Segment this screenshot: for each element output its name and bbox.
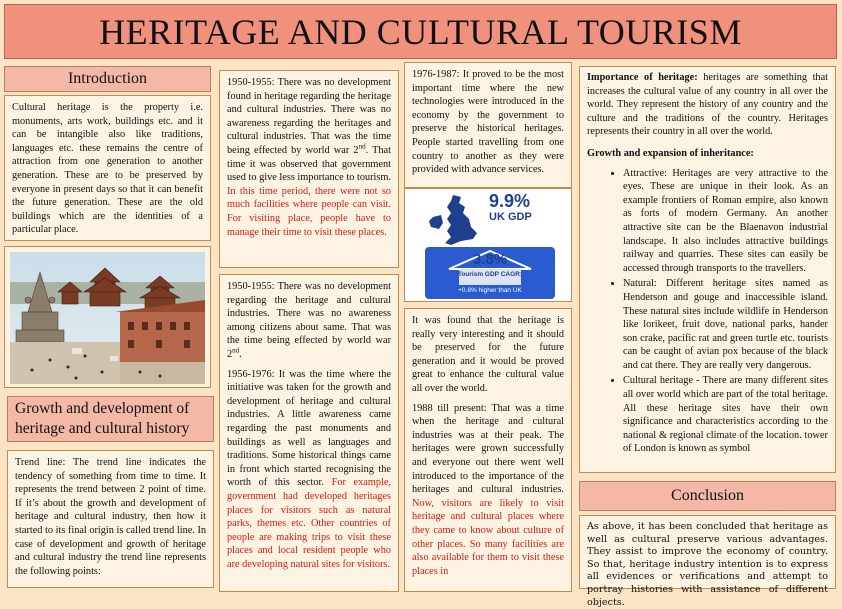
importance-label: Importance of heritage: bbox=[587, 72, 698, 83]
gdp-infographic bbox=[404, 188, 572, 302]
timeline-1-text: 1950-1955: There was no development found in heritage regarding the heritage and cultural industries. There was no awareness regarding the heritages and cultural industries. That was the time being effected by world war 2 bbox=[227, 77, 391, 156]
importance-box bbox=[579, 66, 836, 473]
findings-para-2 bbox=[412, 402, 564, 579]
growth-text bbox=[7, 450, 214, 588]
timeline-3-text: 1976-1987: It proved to be the most important time where the new technologies were introduced in the economy by the government to preserve the historical heritages. People started travelling from one country to another as they were provided with advance services. bbox=[412, 69, 564, 176]
growth-expansion-label bbox=[587, 147, 828, 161]
timeline-1-highlight: In this time period, there were not so much facilities where people can visit. For visiting place, people have to manage their time to visit these places. bbox=[227, 185, 391, 238]
timeline-2-highlight: For example, government had developed heritages places for visitors such as natural parks, themes etc. Other countries of people are making trips to visit these places and local resident people who are developing natural sites for visitors. bbox=[227, 477, 391, 570]
introduction-body: Cultural heritage is the property i.e. monuments, arts work, buildings etc. and it can be intangible also like traditions, languages etc. these remains the centre of attraction from one generation to another generation. These are to be preserved by everyone in present days so that it can benefit the future generation. These are the old buildings which are the identities of a particular place. bbox=[12, 102, 203, 236]
growth-heading-text: Growth and development of heritage and cultural history bbox=[15, 400, 190, 437]
introduction-heading-text: Introduction bbox=[67, 70, 148, 87]
timeline-box-1 bbox=[219, 70, 399, 268]
tourism-cagr-panel bbox=[425, 247, 555, 299]
timeline-2-p2-text: 1956-1976: It was the time where the initiative was taken for the growth and development of heritage and cultural industries. A little awareness came regarding the past monuments and buildings as well as languages and traditions. Some historical things came in front which started recognising the worth of this sector. bbox=[227, 368, 391, 489]
timeline-1-sup: nd bbox=[358, 142, 366, 151]
temple-photo bbox=[10, 252, 205, 384]
timeline-2-para-1 bbox=[227, 280, 391, 362]
findings-para-1: It was found that the heritage is really very interesting and it should be preserved for the future generation and it would be proved great to enhance the cultural value all over the world. bbox=[412, 315, 564, 394]
findings-highlight: Now, visitors are likely to visit heritage and cultural places where they came to know about culture of other places. So many facilities are also available for them to visit these places in bbox=[412, 497, 564, 577]
importance-para bbox=[587, 71, 828, 139]
findings-p2-text: 1988 till present: That was a time when the heritage and cultural industries was at their peak. The heritages were grown successfully and everyone out there went well introduced to the importance of the heritages and cultural industries. bbox=[412, 402, 564, 496]
tourism-cagr-label: Tourism GDP CAGR: bbox=[457, 271, 523, 278]
conclusion-text bbox=[579, 515, 836, 608]
temple-photo-frame bbox=[4, 246, 211, 388]
bullet-item: • Attractive: Heritages are very attractive to the eyes. These are unique in their look. As an example frontiers of Roman empire, also known as forts of modern Germany. An another attractive site can be the Blaenavon industrial landscape. It also includes attractive buildings railway and quarries. These sites can easily be accessed through transports to the travellers. bbox=[623, 167, 828, 276]
growth-body: Trend line: The trend line indicates the tendency of something from time to time. It represents the trend between 2 point of time. If it’s about the growth and development of heritage and cultural industry, then how it started to its final origin is called trend line. In case of development and growth of heritage and cultural industry the trend line represents the following points: bbox=[15, 457, 207, 577]
timeline-1-text-cont: . That time it was observed that government used to give less importance to tourism. bbox=[227, 144, 391, 184]
growth-expansion-label-text: Growth and expansion of inheritance: bbox=[587, 147, 754, 159]
importance-text: heritages are something that increases the cultural value of any country in all over the world. They represent the history of any country and the culture and the traditions of the country. Heritages represents their country in all over the world. bbox=[587, 72, 829, 138]
bullet-item: • Natural: Different heritage sites named as Henderson and gouge and inaccessible island. These natural sites include wildlife in Henderson like lorikeet, fruit dove, national parks, hander son crake, pacific rat and green turtle etc. tourists can be caught of avian pox because of the black and cat there. They are really very dangerous. bbox=[623, 277, 828, 372]
heritage-bullet-list bbox=[587, 167, 828, 456]
timeline-2-p1-sup: nd bbox=[232, 346, 240, 355]
uk-map-icon bbox=[425, 193, 485, 249]
uk-gdp-label: UK GDP bbox=[489, 211, 532, 223]
conclusion-heading bbox=[579, 481, 836, 511]
timeline-2-p1-end: . bbox=[239, 348, 242, 360]
timeline-2-p1-text: 1950-1955: There was no development regarding the heritage and cultural industries. There was no awareness among citizens about same. That was the time being effected by world war 2 bbox=[227, 281, 391, 360]
conclusion-heading-text: Conclusion bbox=[671, 487, 744, 504]
page-title: HERITAGE AND CULTURAL TOURISM bbox=[4, 4, 837, 59]
timeline-box-2 bbox=[219, 274, 399, 592]
findings-box bbox=[404, 308, 572, 592]
introduction-heading bbox=[4, 66, 211, 92]
tourism-cagr-value: 3.8% bbox=[472, 251, 508, 268]
conclusion-body: As above, it has been concluded that heritage as well as cultural preserve various advantages. They assist to improve the economy of country. So that, heritage industry intention is to express all evidences or verifications and attempt to portray histories with assistance of different objects. bbox=[587, 521, 828, 608]
growth-heading bbox=[7, 396, 214, 442]
uk-gdp-value: 9.9% bbox=[489, 191, 531, 211]
bullet-item: • Cultural heritage - There are many different sites all over world which are part of the total heritage. All these heritage sites have their own significance and characteristics according to the national & regional climate of the location. tower of London is known as symbol bbox=[623, 374, 828, 456]
timeline-box-3 bbox=[404, 62, 572, 188]
timeline-2-para-2 bbox=[227, 368, 391, 572]
tourism-cagr-sub: +0.8% higher than UK bbox=[458, 287, 522, 294]
introduction-text bbox=[4, 95, 211, 241]
